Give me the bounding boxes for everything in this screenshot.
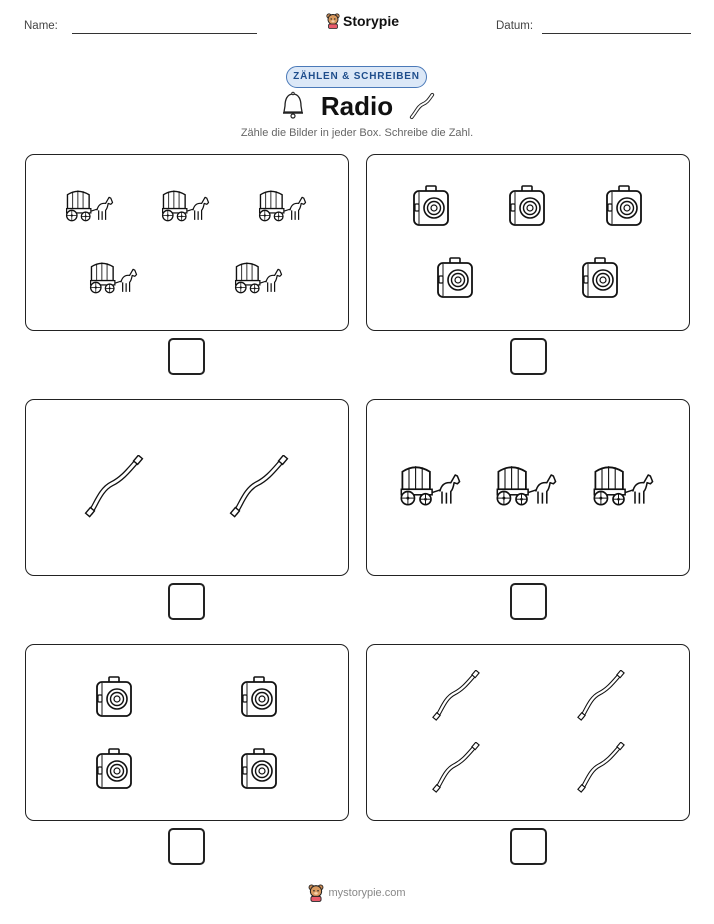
wagon-icon <box>591 461 657 511</box>
speaker-icon <box>237 747 281 791</box>
counting-box-2 <box>366 154 690 331</box>
bear-logo-icon <box>308 884 324 902</box>
date-line[interactable] <box>542 33 691 34</box>
answer-box-4[interactable] <box>510 583 547 620</box>
speaker-icon <box>578 256 622 300</box>
speaker-icon <box>409 184 453 228</box>
wagon-icon <box>88 258 140 298</box>
counting-box-1 <box>25 154 349 331</box>
cable-icon <box>82 455 146 519</box>
footer <box>0 884 714 902</box>
wagon-icon <box>233 258 285 298</box>
counting-box-6 <box>366 644 690 821</box>
date-label: Datum: <box>496 20 534 32</box>
speaker-icon <box>602 184 646 228</box>
speaker-icon <box>92 747 136 791</box>
cable-icon <box>575 670 627 722</box>
brand-name: Storypie <box>343 13 400 29</box>
counting-box-3 <box>25 399 349 576</box>
wagon-icon <box>64 186 116 226</box>
instructions: Zähle die Bilder in jeder Box. Schreibe die Zahl. <box>240 127 474 139</box>
wagon-icon <box>160 186 212 226</box>
page-title: Radio <box>320 91 394 121</box>
category-badge: ZÄHLEN & SCHREIBEN <box>286 66 427 88</box>
wagon-icon <box>494 461 560 511</box>
answer-box-1[interactable] <box>168 338 205 375</box>
brand <box>326 13 399 29</box>
cable-icon <box>227 455 291 519</box>
speaker-icon <box>237 675 281 719</box>
cable-icon <box>408 92 436 120</box>
counting-box-5 <box>25 644 349 821</box>
answer-box-2[interactable] <box>510 338 547 375</box>
speaker-icon <box>433 256 477 300</box>
answer-box-6[interactable] <box>510 828 547 865</box>
speaker-icon <box>505 184 549 228</box>
cable-icon <box>430 670 482 722</box>
cable-icon <box>430 742 482 794</box>
name-line[interactable] <box>72 33 257 34</box>
answer-box-5[interactable] <box>168 828 205 865</box>
footer-url: mystorypie.com <box>328 887 406 899</box>
bear-logo-icon <box>326 13 340 29</box>
name-label: Name: <box>24 20 58 32</box>
speaker-icon <box>92 675 136 719</box>
wagon-icon <box>257 186 309 226</box>
answer-box-3[interactable] <box>168 583 205 620</box>
cable-icon <box>575 742 627 794</box>
wagon-icon <box>398 461 464 511</box>
